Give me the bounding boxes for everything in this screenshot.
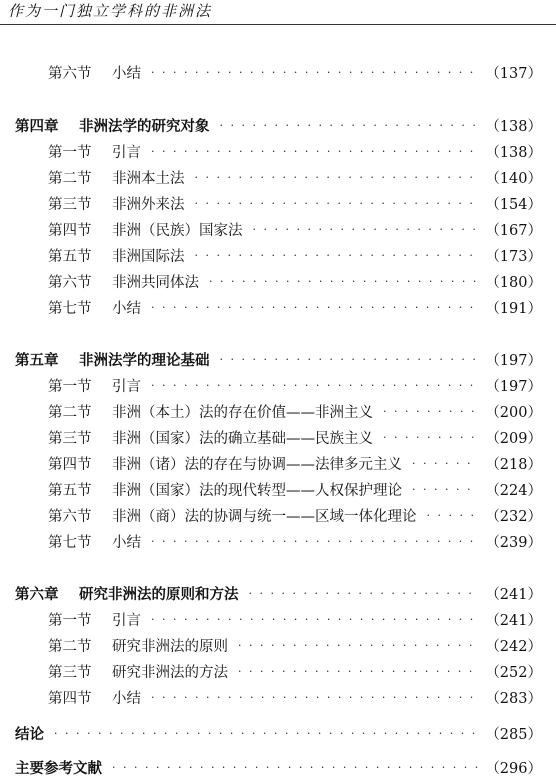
toc-section-entry bbox=[48, 139, 542, 163]
entry-page-number: （138） bbox=[485, 144, 542, 161]
entry-number: 第四节 bbox=[48, 222, 92, 239]
entry-number: 第二节 bbox=[48, 404, 92, 421]
entry-number: 第六节 bbox=[48, 65, 92, 82]
dot-leader bbox=[112, 761, 479, 774]
toc-section-entry bbox=[48, 659, 542, 683]
toc-section-entry bbox=[48, 295, 542, 319]
entry-title: 非洲（民族）国家法 bbox=[112, 222, 243, 239]
entry-title: 非洲本土法 bbox=[112, 170, 185, 187]
entry-number: 第一节 bbox=[48, 612, 92, 629]
dot-leader bbox=[238, 639, 479, 652]
entry-title: 研究非洲法的原则和方法 bbox=[79, 585, 239, 603]
toc-chapter-entry bbox=[15, 113, 542, 137]
dot-leader bbox=[151, 691, 479, 704]
entry-number: 第五节 bbox=[48, 248, 92, 265]
entry-number: 第二节 bbox=[48, 638, 92, 655]
toc-section-entry bbox=[48, 685, 542, 709]
entry-title: 非洲（诸）法的存在与协调——法律多元主义 bbox=[112, 456, 402, 473]
entry-title: 非洲外来法 bbox=[112, 196, 185, 213]
dot-leader bbox=[249, 587, 480, 600]
entry-title: 引言 bbox=[112, 144, 141, 161]
entry-page-number: （285） bbox=[485, 726, 542, 743]
entry-number: 第七节 bbox=[48, 300, 92, 317]
toc-section-entry bbox=[48, 633, 542, 657]
dot-leader bbox=[209, 275, 479, 288]
entry-page-number: （137） bbox=[485, 65, 542, 82]
toc-chapter-entry bbox=[15, 347, 542, 371]
entry-page-number: （191） bbox=[485, 300, 542, 317]
entry-title: 引言 bbox=[112, 612, 141, 629]
entry-number: 第四章 bbox=[15, 117, 59, 135]
dot-leader bbox=[427, 509, 480, 522]
entry-title: 小结 bbox=[112, 300, 141, 317]
entry-page-number: （242） bbox=[485, 638, 542, 655]
dot-leader bbox=[412, 483, 479, 496]
dot-leader bbox=[151, 301, 479, 314]
entry-title: 非洲（国家）法的现代转型——人权保护理论 bbox=[112, 482, 402, 499]
toc-section-entry bbox=[48, 477, 542, 501]
dot-leader bbox=[195, 171, 480, 184]
entry-page-number: （173） bbox=[485, 248, 542, 265]
entry-number: 第一节 bbox=[48, 378, 92, 395]
dot-leader bbox=[151, 613, 479, 626]
dot-leader bbox=[220, 119, 480, 132]
entry-title: 主要参考文献 bbox=[15, 759, 102, 777]
toc-section-entry bbox=[48, 425, 542, 449]
entry-title: 小结 bbox=[112, 534, 141, 551]
dot-leader bbox=[383, 405, 479, 418]
entry-number: 第五章 bbox=[15, 351, 59, 369]
toc-section-entry bbox=[48, 243, 542, 267]
dot-leader bbox=[383, 431, 479, 444]
entry-page-number: （140） bbox=[485, 170, 542, 187]
toc-section-entry bbox=[48, 165, 542, 189]
running-header: 作为一门独立学科的非洲法 bbox=[8, 2, 213, 20]
toc-section-entry bbox=[48, 60, 542, 84]
entry-page-number: （200） bbox=[485, 404, 542, 421]
dot-leader bbox=[195, 197, 480, 210]
entry-number: 第四节 bbox=[48, 456, 92, 473]
entry-title: 小结 bbox=[112, 690, 141, 707]
entry-number: 第三节 bbox=[48, 196, 92, 213]
entry-number: 第六节 bbox=[48, 508, 92, 525]
toc-section-entry bbox=[48, 373, 542, 397]
dot-leader bbox=[195, 249, 480, 262]
toc-section-entry bbox=[48, 451, 542, 475]
toc-section-entry bbox=[48, 217, 542, 241]
toc-section-entry bbox=[48, 191, 542, 215]
toc-section-entry bbox=[48, 399, 542, 423]
entry-page-number: （241） bbox=[485, 586, 542, 603]
toc-chapter-entry bbox=[15, 755, 542, 779]
entry-number: 第三节 bbox=[48, 430, 92, 447]
entry-title: 非洲（本土）法的存在价值——非洲主义 bbox=[112, 404, 373, 421]
dot-leader bbox=[54, 727, 479, 740]
entry-number: 第二节 bbox=[48, 170, 92, 187]
entry-page-number: （239） bbox=[485, 534, 542, 551]
entry-title: 非洲国际法 bbox=[112, 248, 185, 265]
entry-title: 研究非洲法的方法 bbox=[112, 664, 228, 681]
entry-title: 结论 bbox=[15, 725, 44, 743]
entry-page-number: （283） bbox=[485, 690, 542, 707]
entry-page-number: （209） bbox=[485, 430, 542, 447]
entry-page-number: （197） bbox=[485, 378, 542, 395]
entry-page-number: （167） bbox=[485, 222, 542, 239]
toc-chapter-entry bbox=[15, 721, 542, 745]
entry-title: 非洲（国家）法的确立基础——民族主义 bbox=[112, 430, 373, 447]
toc-section-entry bbox=[48, 607, 542, 631]
entry-title: 引言 bbox=[112, 378, 141, 395]
entry-page-number: （154） bbox=[485, 196, 542, 213]
entry-page-number: （232） bbox=[485, 508, 542, 525]
dot-leader bbox=[253, 223, 480, 236]
toc-section-entry bbox=[48, 269, 542, 293]
dot-leader bbox=[151, 535, 479, 548]
entry-number: 第六节 bbox=[48, 274, 92, 291]
entry-number: 第五节 bbox=[48, 482, 92, 499]
entry-title: 非洲（商）法的协调与统一——区域一体化理论 bbox=[112, 508, 417, 525]
entry-number: 第四节 bbox=[48, 690, 92, 707]
dot-leader bbox=[151, 66, 479, 79]
entry-number: 第七节 bbox=[48, 534, 92, 551]
entry-title: 非洲法学的研究对象 bbox=[79, 117, 210, 135]
dot-leader bbox=[238, 665, 479, 678]
entry-page-number: （218） bbox=[485, 456, 542, 473]
entry-page-number: （180） bbox=[485, 274, 542, 291]
entry-title: 小结 bbox=[112, 65, 141, 82]
entry-page-number: （224） bbox=[485, 482, 542, 499]
toc-section-entry bbox=[48, 503, 542, 527]
entry-number: 第三节 bbox=[48, 664, 92, 681]
dot-leader bbox=[220, 353, 480, 366]
entry-page-number: （197） bbox=[485, 352, 542, 369]
entry-page-number: （252） bbox=[485, 664, 542, 681]
dot-leader bbox=[412, 457, 479, 470]
entry-title: 研究非洲法的原则 bbox=[112, 638, 228, 655]
entry-title: 非洲法学的理论基础 bbox=[79, 351, 210, 369]
entry-number: 第六章 bbox=[15, 585, 59, 603]
toc-section-entry bbox=[48, 529, 542, 553]
entry-page-number: （138） bbox=[485, 118, 542, 135]
entry-page-number: （241） bbox=[485, 612, 542, 629]
toc-chapter-entry bbox=[15, 581, 542, 605]
dot-leader bbox=[151, 145, 479, 158]
dot-leader bbox=[151, 379, 479, 392]
entry-page-number: （296） bbox=[485, 760, 542, 777]
entry-title: 非洲共同体法 bbox=[112, 274, 199, 291]
entry-number: 第一节 bbox=[48, 144, 92, 161]
